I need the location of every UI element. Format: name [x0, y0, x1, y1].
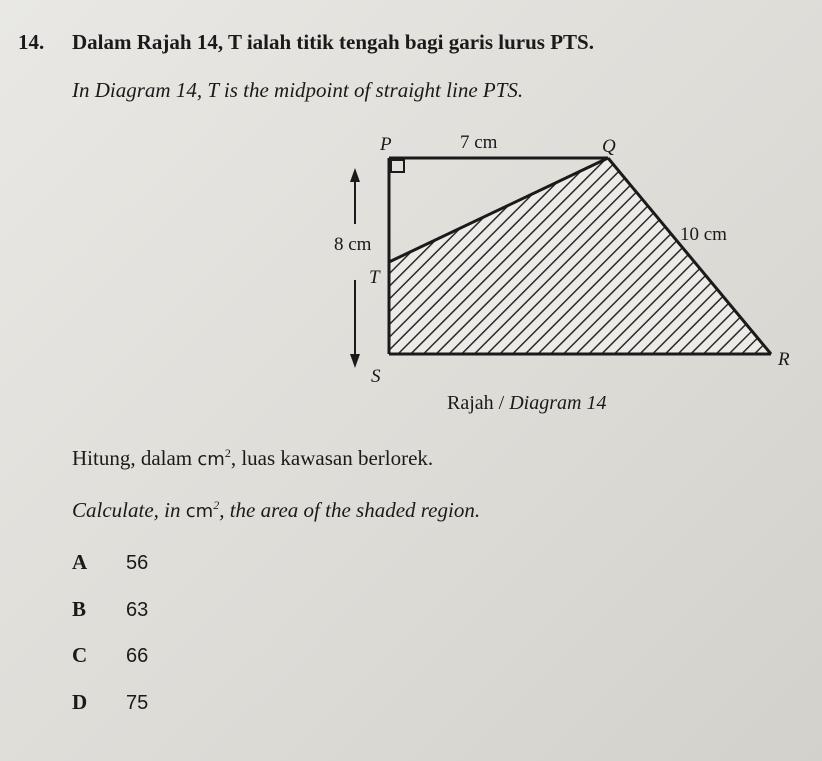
- question-statement-english: In Diagram 14, T is the midpoint of straight line PTS.: [72, 78, 524, 102]
- label-r: R: [778, 349, 790, 370]
- label-t: T: [369, 267, 380, 288]
- option-a[interactable]: A 56: [72, 550, 149, 574]
- question-statement-malay: Dalam Rajah 14, T ialah titik tengah bagi garis lurus PTS.: [72, 30, 594, 54]
- answer-options: [72, 550, 148, 736]
- label-top-length: 7 cm: [460, 132, 498, 153]
- label-p: P: [380, 134, 392, 155]
- prompt-english: Calculate, in $cm^2$, the area of the shaded region.: [72, 498, 481, 522]
- shaded-region: [389, 158, 771, 354]
- prompt-malay: Hitung, dalam $cm^2$, luas kawasan berlorek.: [72, 446, 434, 470]
- label-q: Q: [602, 136, 616, 157]
- label-s: S: [371, 366, 381, 387]
- label-left-length: 8 cm: [334, 234, 372, 255]
- diagram-caption: Rajah / Diagram 14: [447, 392, 607, 414]
- label-right-length: 10 cm: [680, 224, 727, 245]
- option-d[interactable]: D 75: [72, 689, 149, 714]
- option-c[interactable]: C 66: [72, 643, 149, 667]
- arrowhead-up: [350, 168, 360, 182]
- option-b[interactable]: B 63: [72, 596, 149, 621]
- right-angle-marker: [391, 160, 404, 172]
- arrowhead-down: [350, 354, 360, 368]
- question-number: 14.: [18, 30, 45, 54]
